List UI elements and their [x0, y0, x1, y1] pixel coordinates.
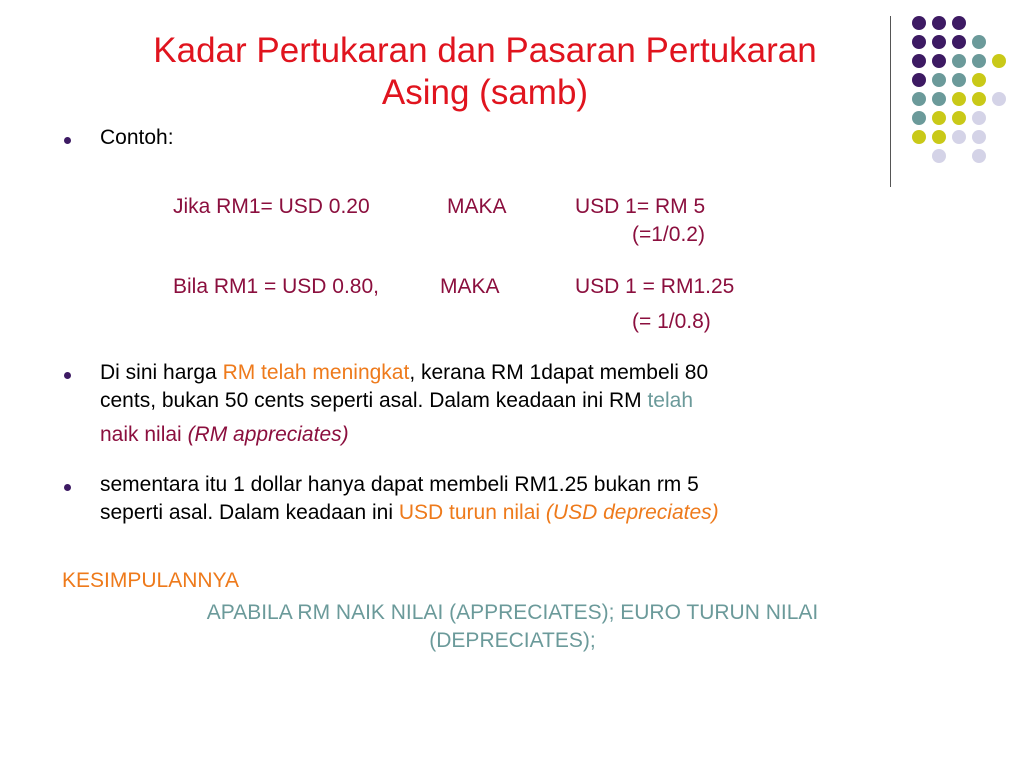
- decorative-dot: [972, 35, 986, 49]
- decorative-dot: [952, 54, 966, 68]
- bullet-marker: [64, 484, 71, 491]
- bullet-2-text: cents, bukan 50 cents seperti asal. Dalam keadaan ini RM: [100, 389, 648, 412]
- example-2-left: Bila RM1 = USD 0.80,: [173, 275, 380, 298]
- bullet-2-highlight: telah: [647, 389, 694, 412]
- contoh-label: Contoh:: [100, 126, 174, 149]
- conclusion-line-1: APABILA RM NAIK NILAI (APPRECIATES); EURO TURUN NILAI: [206, 601, 819, 624]
- decorative-dot: [912, 35, 926, 49]
- slide-title-line-2: Asing (samb): [381, 73, 589, 112]
- conclusion-line-2: (DEPRECIATES);: [429, 629, 596, 652]
- example-2-right: USD 1 = RM1.25: [575, 275, 735, 298]
- example-2-note: (= 1/0.8): [632, 310, 711, 333]
- example-1-note: (=1/0.2): [632, 223, 705, 246]
- decorative-dot: [952, 130, 966, 144]
- bullet-2-highlight: (RM appreciates): [187, 423, 349, 446]
- decorative-dot: [932, 149, 946, 163]
- decorative-dot: [992, 92, 1006, 106]
- decorative-dot: [952, 92, 966, 106]
- bullet-2-line-2: [100, 387, 693, 415]
- decorative-dot: [952, 16, 966, 30]
- bullet-2-highlight: naik nilai: [100, 423, 182, 446]
- decorative-dot: [972, 130, 986, 144]
- bullet-2-line-1: [100, 359, 708, 387]
- bullet-2-text: , kerana RM 1dapat membeli 80: [409, 361, 709, 384]
- conclusion-heading: KESIMPULANNYA: [62, 569, 239, 592]
- decorative-dot: [912, 54, 926, 68]
- decorative-dot: [932, 92, 946, 106]
- decorative-divider: [890, 16, 891, 187]
- bullet-3-highlight: USD turun nilai: [398, 501, 541, 524]
- decorative-dot: [912, 73, 926, 87]
- decorative-dot: [972, 73, 986, 87]
- slide-title-line-1: Kadar Pertukaran dan Pasaran Pertukaran: [153, 31, 817, 70]
- bullet-2-line-3: [100, 421, 349, 449]
- decorative-dot: [932, 73, 946, 87]
- bullet-marker: [64, 137, 71, 144]
- decorative-dot: [952, 111, 966, 125]
- bullet-2-text: Di sini harga: [100, 361, 223, 384]
- example-1-left: Jika RM1= USD 0.20: [173, 195, 370, 218]
- example-1-right: USD 1= RM 5: [575, 195, 706, 218]
- decorative-dot: [912, 92, 926, 106]
- decorative-dot: [952, 35, 966, 49]
- slide-title: [60, 30, 910, 114]
- decorative-dot: [912, 130, 926, 144]
- decorative-dot: [952, 73, 966, 87]
- example-1-maka: MAKA: [447, 195, 507, 218]
- decorative-dot: [932, 130, 946, 144]
- example-2-maka: MAKA: [440, 275, 500, 298]
- bullet-3-text: seperti asal. Dalam keadaan ini: [100, 501, 399, 524]
- decorative-dot: [912, 111, 926, 125]
- bullet-3-highlight: (USD depreciates): [545, 501, 719, 524]
- decorative-dot: [932, 16, 946, 30]
- decorative-dot: [992, 54, 1006, 68]
- decorative-dot: [972, 54, 986, 68]
- decorative-dot: [972, 149, 986, 163]
- bullet-3-line-1: sementara itu 1 dollar hanya dapat membeli RM1.25 bukan rm 5: [100, 473, 699, 496]
- decorative-dot: [932, 54, 946, 68]
- bullet-2-highlight: RM telah meningkat: [222, 361, 410, 384]
- bullet-marker: [64, 372, 71, 379]
- decorative-dot: [972, 111, 986, 125]
- decorative-dot: [972, 92, 986, 106]
- decorative-dot: [932, 111, 946, 125]
- decorative-dot: [932, 35, 946, 49]
- decorative-dot: [912, 16, 926, 30]
- bullet-3-line-2: [100, 499, 719, 527]
